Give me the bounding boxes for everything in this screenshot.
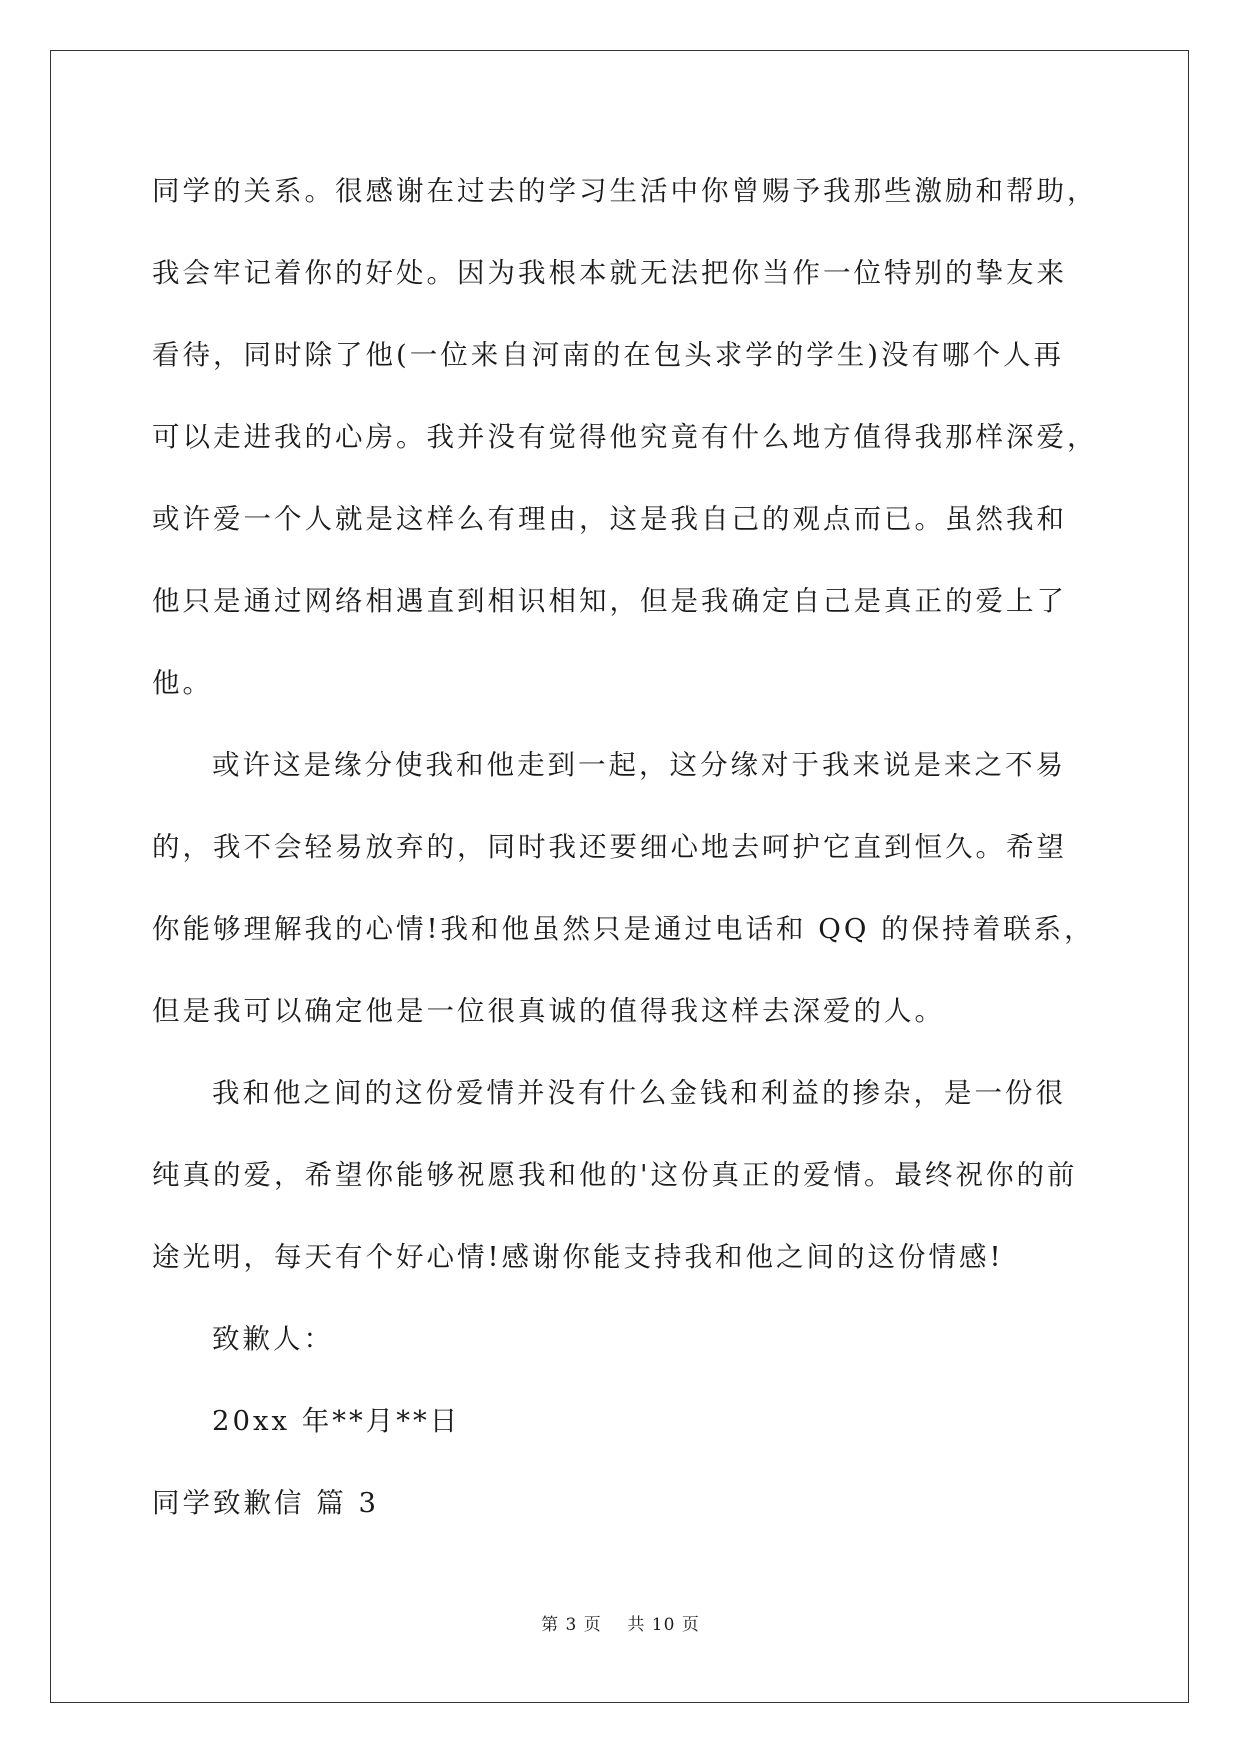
page-number: 第 3 页 <box>541 1615 602 1635</box>
letter-body <box>152 150 1098 1544</box>
text-line: 可以走进我的心房。我并没有觉得他究竟有什么地方值得我那样深爱， <box>152 421 1098 453</box>
text-line: 同学的关系。很感谢在过去的学习生活中你曾赐予我那些激励和帮助， <box>152 175 1098 207</box>
text-line: 或许爱一个人就是这样么有理由，这是我自己的观点而已。虽然我和 <box>152 503 1067 535</box>
text-line: 或许这是缘分使我和他走到一起，这分缘对于我来说是来之不易 <box>212 749 1066 781</box>
text-line: 他。 <box>152 667 213 699</box>
page-total: 共 10 页 <box>627 1615 700 1635</box>
page-footer <box>0 1610 1241 1635</box>
signature-label: 致歉人： <box>212 1323 334 1355</box>
text-line: 看待，同时除了他(一位来自河南的在包头求学的学生)没有哪个人再 <box>152 339 1064 371</box>
text-line: 的，我不会轻易放弃的，同时我还要细心地去呵护它直到恒久。希望 <box>152 831 1067 863</box>
text-line: 但是我可以确定他是一位很真诚的值得我这样去深爱的人。 <box>152 995 945 1027</box>
signature-date: 20xx 年**月**日 <box>212 1405 461 1437</box>
text-line: 途光明，每天有个好心情!感谢你能支持我和他之间的这份情感! <box>152 1241 1004 1273</box>
section-heading: 同学致歉信 篇 3 <box>152 1487 379 1519</box>
text-line: 纯真的爱，希望你能够祝愿我和他的'这份真正的爱情。最终祝你的前 <box>152 1159 1078 1191</box>
text-line: 他只是通过网络相遇直到相识相知，但是我确定自己是真正的爱上了 <box>152 585 1067 617</box>
text-line: 我会牢记着你的好处。因为我根本就无法把你当作一位特别的挚友来 <box>152 257 1067 289</box>
text-line: 你能够理解我的心情!我和他虽然只是通过电话和 QQ 的保持着联系， <box>152 913 1095 945</box>
text-line: 我和他之间的这份爱情并没有什么金钱和利益的掺杂，是一份很 <box>212 1077 1066 1109</box>
